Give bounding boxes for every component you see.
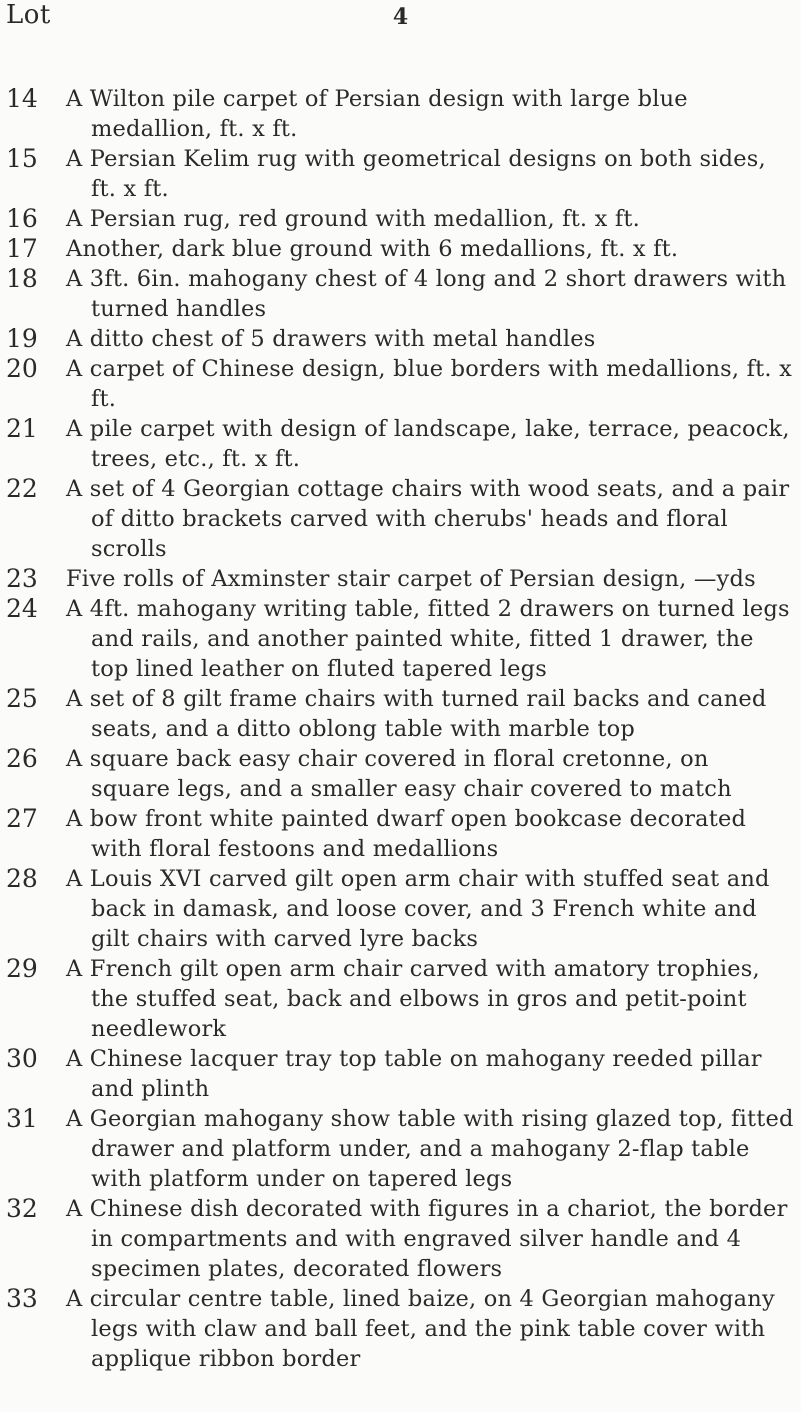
lot-number: 24 <box>6 594 38 623</box>
lot-description: A Persian rug, red ground with medallion, ft. x ft. <box>66 206 640 232</box>
lot-description: Another, dark blue ground with 6 medallions, ft. x ft. <box>66 236 679 262</box>
lot-description: A bow front white painted dwarf open bookcase decorated with floral festoons and medallions <box>66 806 747 863</box>
lot-description: A French gilt open arm chair carved with amatory trophies, the stuffed seat, back and elbows in gros and petit-point needlework <box>66 956 760 1043</box>
lot-description: A 4ft. mahogany writing table, fitted 2 drawers on turned legs and rails, and another painted white, fitted 1 drawer, the top lined leather on fluted tapered legs <box>66 596 790 683</box>
lot-number: 20 <box>6 354 38 383</box>
lot-number: 22 <box>6 474 38 503</box>
lot-description: A square back easy chair covered in floral cretonne, on square legs, and a smaller easy chair covered to match <box>66 746 732 803</box>
lot-number: 18 <box>6 264 38 293</box>
lot-column-heading: Lot <box>6 0 51 30</box>
lot-description: A Chinese dish decorated with figures in a chariot, the border in compartments and with engraved silver handle and 4 specimen plates, decorated flowers <box>66 1196 788 1283</box>
lot-number: 14 <box>6 84 38 113</box>
lot-number: 31 <box>6 1104 38 1133</box>
lot-description: Five rolls of Axminster stair carpet of Persian design, —yds <box>66 566 756 592</box>
lot-number: 28 <box>6 864 38 893</box>
lot-number: 16 <box>6 204 38 233</box>
lot-number: 27 <box>6 804 38 833</box>
lot-description: A 3ft. 6in. mahogany chest of 4 long and 2 short drawers with turned handles <box>66 266 787 323</box>
lot-number: 25 <box>6 684 38 713</box>
lot-description: A pile carpet with design of landscape, lake, terrace, peacock, trees, etc., ft. x ft. <box>66 416 790 473</box>
lot-description: A ditto chest of 5 drawers with metal handles <box>66 326 596 352</box>
lot-description: A Georgian mahogany show table with rising glazed top, fitted drawer and platform under, and a mahogany 2-flap table with platform under on tapered legs <box>66 1106 794 1193</box>
lot-number: 32 <box>6 1194 38 1223</box>
lot-number: 29 <box>6 954 38 983</box>
lot-number: 21 <box>6 414 38 443</box>
lot-number: 19 <box>6 324 38 353</box>
lot-number: 23 <box>6 564 38 593</box>
lot-number: 17 <box>6 234 38 263</box>
lot-number: 15 <box>6 144 38 173</box>
page-number: 4 <box>392 4 409 30</box>
lot-number: 30 <box>6 1044 38 1073</box>
lot-description: A set of 8 gilt frame chairs with turned rail backs and caned seats, and a ditto oblong table with marble top <box>66 686 767 743</box>
lot-number: 33 <box>6 1284 38 1313</box>
lot-description: A set of 4 Georgian cottage chairs with wood seats, and a pair of ditto brackets carved with cherubs' heads and floral scrolls <box>66 476 790 563</box>
lot-description: A Chinese lacquer tray top table on mahogany reeded pillar and plinth <box>66 1046 762 1103</box>
lot-description: A carpet of Chinese design, blue borders with medallions, ft. x ft. <box>66 356 792 413</box>
lot-description: A circular centre table, lined baize, on 4 Georgian mahogany legs with claw and ball feet, and the pink table cover with applique ribbon border <box>66 1286 775 1373</box>
lot-description: A Persian Kelim rug with geometrical designs on both sides, ft. x ft. <box>66 146 766 203</box>
lot-number: 26 <box>6 744 38 773</box>
lot-description: A Wilton pile carpet of Persian design with large blue medallion, ft. x ft. <box>66 86 688 143</box>
lot-description: A Louis XVI carved gilt open arm chair with stuffed seat and back in damask, and loose cover, and 3 French white and gilt chairs with carved lyre backs <box>66 866 770 953</box>
